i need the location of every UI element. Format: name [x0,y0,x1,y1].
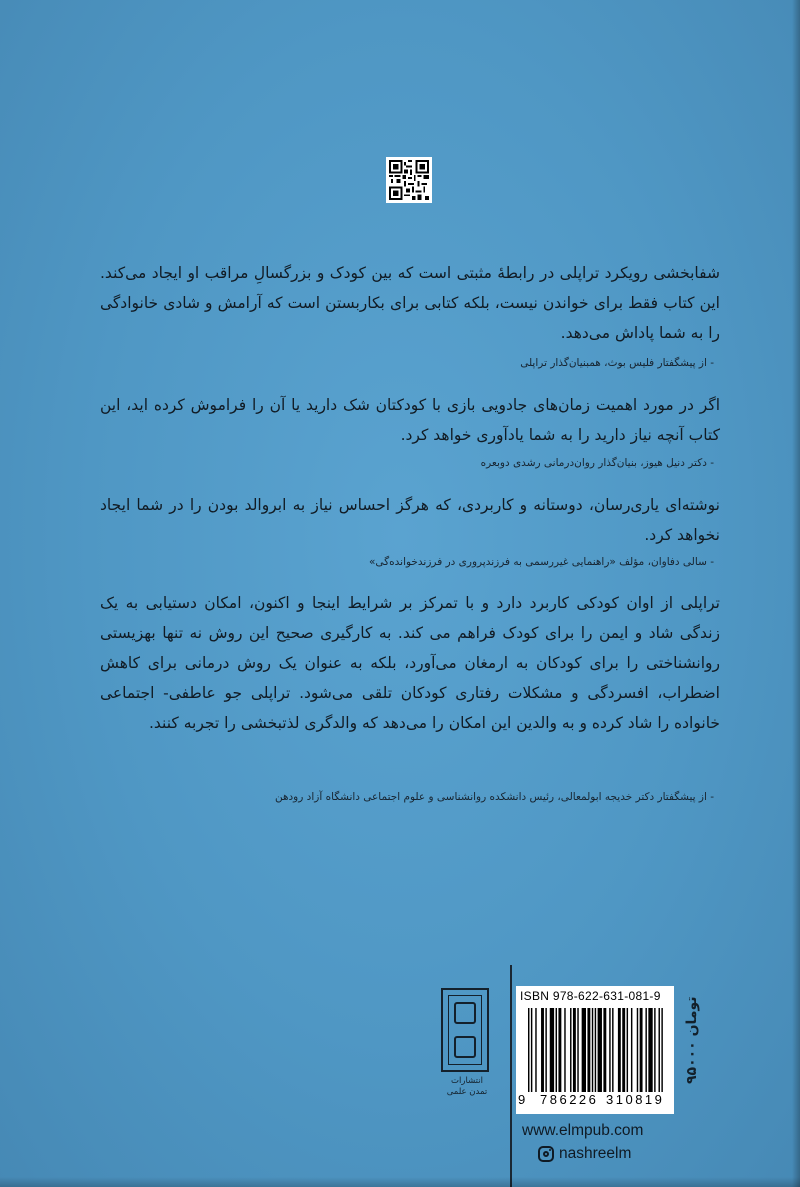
quote-3 [100,490,720,550]
barcode-bar [654,1008,655,1092]
publisher-name: انتشارات تمدن علمی [446,1076,488,1097]
quote-3-attribution [100,554,720,570]
barcode-bar [545,1008,546,1092]
quote-attribution: - سالی دفاوان، مؤلف «راهنمایی غیررسمی به فرزندپروری در فرزندخوانده‌گی» [368,556,714,568]
quote-2 [100,390,720,450]
qr-code-icon [386,157,432,203]
barcode-bar [661,1008,662,1092]
barcode-bar [637,1008,638,1092]
price-label: ۹۵۰۰۰ تومان [684,996,700,1084]
barcode-bar [609,1008,610,1092]
isbn-barcode [516,986,674,1114]
barcode-bars [526,1008,666,1092]
barcode-bar [595,1008,596,1092]
instagram-link[interactable] [538,1145,631,1163]
barcode-bar [556,1008,557,1092]
isbn-digits [516,1092,674,1110]
quote-text: نوشته‌ای یاری‌رسان، دوستانه و کاربردی، که هرگز احساس نیاز به ابروالد بودن را در شما ایجاد نخواهد کرد. [100,496,720,544]
barcode-bar [592,1008,593,1092]
barcode-bar [558,1008,561,1092]
vertical-divider [510,965,512,1187]
quote-4-attribution [100,789,720,805]
barcode-bar [528,1008,529,1092]
barcode-bar [550,1008,554,1092]
barcode-bar [531,1008,532,1092]
quote-1-attribution [100,355,720,371]
quote-text: تراپلی از اوان کودکی کاربرد دارد و با تمرکز بر شرایط اینجا و اکنون، امکان دستیابی به یک زندگی شاد و ایمن را برای کودک فراهم می کند. به کارگیری صحیح این روش نه تنها بهزیستی روانشناختی را برای کودکان به ارمغان می‌آورد، بلکه به عنوان یک روش درمانی برای کاهش اضطراب، افسردگی و مشکلات رفتاری کودکان تلقی می‌شود. تراپلی جو عاطفی- اجتماعی خانواده را شاد کرده و به والدین این امکان را می‌دهد که والدگری لذتبخشی را تجربه کنند. [100,594,720,732]
isbn-label: ISBN 978-622-631-081-9 [520,989,661,1003]
barcode-bar [535,1008,536,1092]
publisher-logo [441,988,493,1100]
barcode-bar [618,1008,621,1092]
cover-edge-shadow-bottom [0,1177,800,1187]
barcode-bar [645,1008,646,1092]
barcode-bar [577,1008,578,1092]
barcode-bar [541,1008,544,1092]
cover-edge-shadow [792,0,800,1187]
isbn-digit-prefix: 9 [518,1092,526,1107]
barcode-bar [631,1008,632,1092]
barcode-bar [627,1008,628,1092]
instagram-handle: nashreelm [559,1145,632,1162]
barcode-bar [582,1008,586,1092]
instagram-icon [538,1146,554,1162]
barcode-bar [612,1008,613,1092]
website-link[interactable]: www.elmpub.com [522,1122,644,1139]
barcode-bar [648,1008,652,1092]
barcode-bar [564,1008,565,1092]
barcode-bar [640,1008,643,1092]
isbn-digit-group-2: 310819 [606,1092,665,1107]
isbn-digit-group-1: 786226 [540,1092,599,1107]
quote-attribution: - دکتر دنیل هیوز، بنیان‌گذار روان‌درمانی رشدی دوبعره [480,457,714,469]
quote-2-attribution [100,455,720,471]
barcode-bar [570,1008,571,1092]
quote-attribution: - از پیشگفتار دکتر خدیجه ابولمعالی، رئیس دانشکده روانشناسی و علوم اجتماعی دانشگاه آزاد رودهن [274,791,714,803]
quote-1 [100,258,720,348]
quote-text: شفابخشی رویکرد تراپلی در رابطهٔ مثبتی است که بین کودک و بزرگسالِ مراقب او ایجاد می‌کند. این کتاب فقط برای خواندن نیست، بلکه کتابی برای بکاربستن است که آرامش و شادی خانوادگی را به شما پاداش می‌دهد. [100,264,720,342]
barcode-bar [587,1008,590,1092]
barcode-bar [659,1008,660,1092]
barcode-bar [622,1008,625,1092]
barcode-bar [598,1008,602,1092]
quote-attribution: - از پیشگفتار فلیس بوث، همبنیان‌گذار تراپلی [520,357,714,369]
quote-4 [100,588,720,738]
barcode-bar [603,1008,606,1092]
publisher-logo-frame [441,988,489,1072]
quote-text: اگر در مورد اهمیت زمان‌های جادویی بازی با کودکتان شک دارید یا آن را فراموش کرده اید، این کتاب آنچه نیاز دارید را به شما یادآوری خواهد کرد. [100,396,720,444]
barcode-bar [573,1008,576,1092]
